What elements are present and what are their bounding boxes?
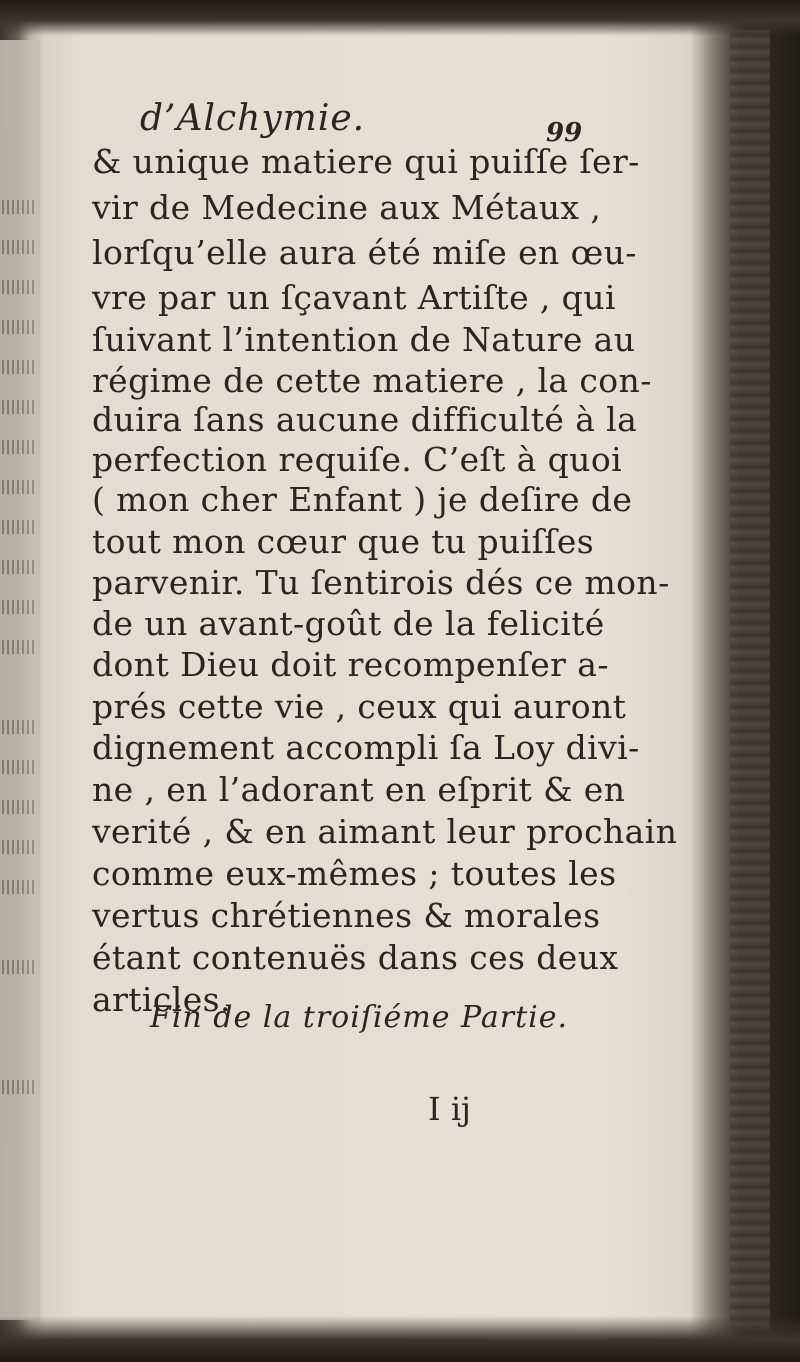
facing-page-text-fragment — [2, 720, 34, 734]
page-number: 99 — [546, 118, 583, 148]
scan-top-shadow — [0, 0, 800, 36]
facing-page-text-fragment — [2, 320, 34, 334]
text-line: étant contenuës dans ces deux — [92, 938, 619, 977]
text-line: vertus chrétiennes & morales — [92, 896, 601, 935]
text-line: & unique matiere qui puiſſe ſer- — [92, 142, 640, 181]
facing-page-text-fragment — [2, 760, 34, 774]
page-block-edges — [710, 30, 800, 1330]
page-stack-texture — [730, 30, 770, 1330]
text-line: articles. — [92, 980, 231, 1019]
facing-page-text-fragment — [2, 800, 34, 814]
text-line: tout mon cœur que tu puiſſes — [92, 522, 595, 561]
text-line: ne , en l’adorant en eſprit & en — [92, 770, 626, 809]
facing-page-text-fragment — [2, 1080, 34, 1094]
text-line: ( mon cher Enfant ) je deſire de — [92, 480, 633, 519]
text-line: dont Dieu doit recompenſer a- — [92, 645, 609, 684]
text-line: de un avant-goût de la felicité — [92, 604, 605, 643]
facing-page-text-fragment — [2, 960, 34, 974]
text-line: parvenir. Tu ſentirois dés ce mon- — [92, 563, 670, 602]
facing-page-text-fragment — [2, 840, 34, 854]
text-line: vre par un ſçavant Artiſte , qui — [92, 278, 616, 317]
facing-page-text-fragment — [2, 440, 34, 454]
text-line: prés cette vie , ceux qui auront — [92, 687, 627, 726]
running-head: d’Alchymie. — [140, 98, 366, 139]
facing-page-text-fragment — [2, 600, 34, 614]
text-line: vir de Medecine aux Métaux , — [92, 188, 602, 227]
text-line: verité , & en aimant leur prochain — [92, 812, 678, 851]
facing-page-text-fragment — [2, 280, 34, 294]
facing-page-text-fragment — [2, 520, 34, 534]
text-line: duira ſans aucune difficulté à la — [92, 400, 638, 439]
facing-page-text-fragment — [2, 640, 34, 654]
signature-mark: I ij — [428, 1090, 471, 1128]
facing-page-edge — [0, 40, 40, 1320]
part-end-colophon: Fin de la troiſiéme Partie. — [150, 1000, 569, 1035]
text-line: régime de cette matiere , la con- — [92, 361, 652, 400]
text-line: comme eux-mêmes ; toutes les — [92, 854, 617, 893]
facing-page-text-fragment — [2, 480, 34, 494]
text-line: dignement accompli ſa Loy divi- — [92, 728, 640, 767]
facing-page-text-fragment — [2, 240, 34, 254]
text-line: perfection requiſe. C’eſt à quoi — [92, 440, 623, 479]
facing-page-text-fragment — [2, 560, 34, 574]
text-line: ſuivant l’intention de Nature au — [92, 320, 636, 359]
facing-page-text-fragment — [2, 200, 34, 214]
scan-bottom-shadow — [0, 1316, 800, 1362]
facing-page-text-fragment — [2, 360, 34, 374]
facing-page-text-fragment — [2, 400, 34, 414]
text-line: lorſqu’elle aura été miſe en œu- — [92, 233, 637, 272]
facing-page-text-fragment — [2, 880, 34, 894]
